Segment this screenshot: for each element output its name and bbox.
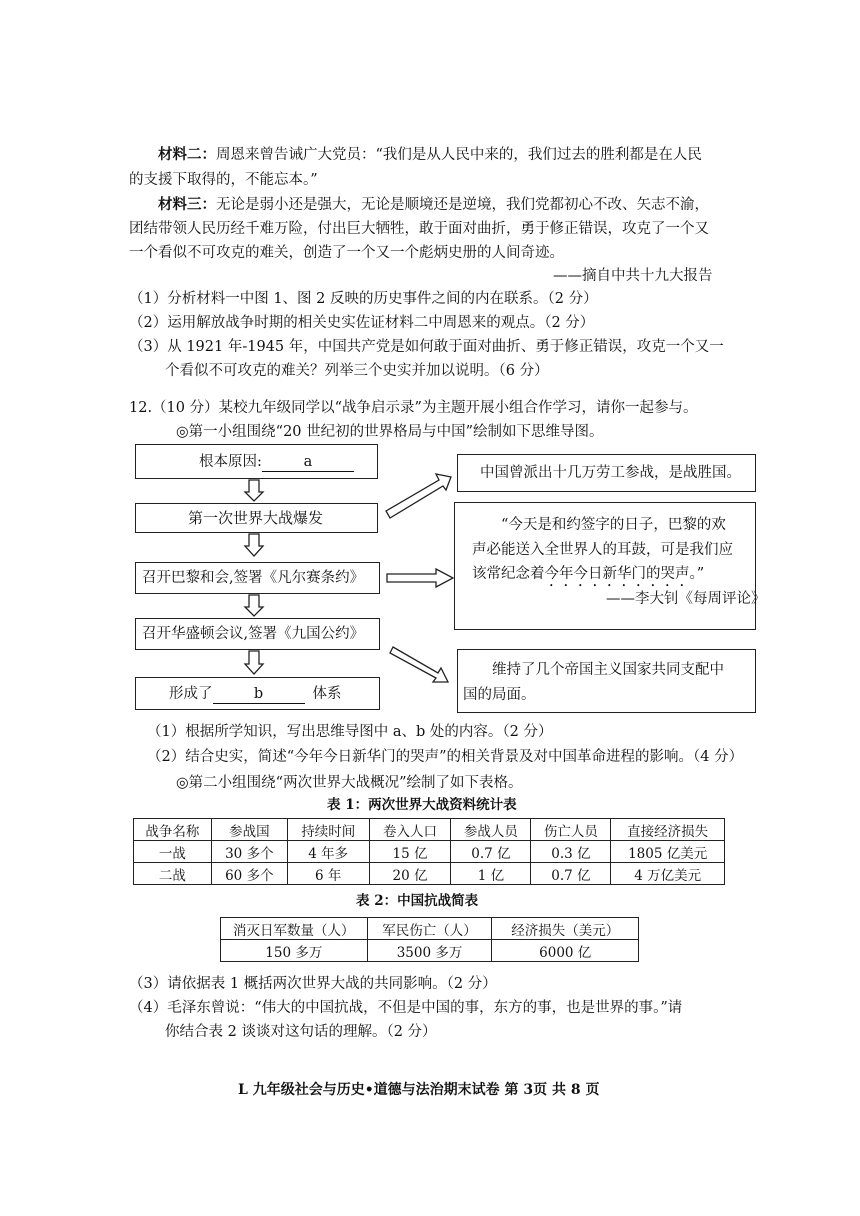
q12-group2: ◎第二小组围绕“两次世界大战概况”绘制了如下表格。 xyxy=(176,775,523,791)
mindmap-box-washington: 召开华盛顿会议,签署《九国公约》 xyxy=(135,618,380,650)
q12-group1: ◎第一小组围绕“20 世纪初的世界格局与中国”绘制如下思维导图。 xyxy=(176,424,604,440)
q11-sub2: （2）运用解放战争时期的相关史实佐证材料二中周恩来的观点。（2 分） xyxy=(129,315,595,331)
emphasized-phrase: 今年今日新华门的哭声 xyxy=(544,566,690,582)
table1-caption: 表 1：两次世界大战资料统计表 xyxy=(327,797,517,813)
mindmap-box-system: 形成了 b 体系 xyxy=(135,677,380,710)
down-arrow-4 xyxy=(245,651,263,674)
material3-label: 材料三： xyxy=(158,196,216,213)
table1-header-row: 战争名称 参战国 持续时间 卷入人口 参战人员 伤亡人员 直接经济损失 xyxy=(134,819,725,841)
material3-line2: 团结带领人民历经千难万险，付出巨大牺牲，敢于面对曲折，勇于修正错误，攻克了一个又 xyxy=(129,221,709,237)
blank-a: a xyxy=(262,453,354,472)
material3-line3: 一个看似不可攻克的难关，创造了一个又一个彪炳史册的人间奇迹。 xyxy=(129,245,564,261)
q12-sub3: （3）请依据表 1 概括两次世界大战的共同影响。（2 分） xyxy=(129,976,497,992)
table-row: 二战 60 多个 6 年 20 亿 1 亿 0.7 亿 4 万亿美元 xyxy=(134,863,725,885)
mindmap-box-ww1: 第一次世界大战爆发 xyxy=(135,503,378,533)
page-footer: L 九年级社会与历史•道德与法治期末试卷 第 3页 共 8 页 xyxy=(238,1082,600,1098)
q12-sub1: （1）根据所学知识，写出思维导图中 a、b 处的内容。（2 分） xyxy=(147,724,553,740)
table-row: 一战 30 多个 4 年多 15 亿 0.7 亿 0.3 亿 1805 亿美元 xyxy=(134,841,725,863)
material3-source: ——摘自中共十九大报告 xyxy=(553,268,713,284)
down-arrow-3 xyxy=(245,595,263,616)
arrow-down-right xyxy=(390,647,448,682)
arrow-right xyxy=(387,569,453,587)
mindmap-box-control: 维持了几个帝国主义国家共同支配中 国的局面。 xyxy=(457,649,756,713)
mindmap-box-paris: 召开巴黎和会,签署《凡尔赛条约》 xyxy=(135,562,380,594)
material2-line2: 的支援下取得的，不能忘本。” xyxy=(129,172,318,188)
blank-b: b xyxy=(213,685,305,704)
down-arrow-2 xyxy=(245,534,263,556)
arrow-up-right xyxy=(386,474,451,518)
down-arrow-1 xyxy=(245,480,263,501)
mindmap-box-quote: “今天是和约签字的日子，巴黎的欢 声必能送入全世界人的耳鼓，可是我们应 该常纪念着今年今日新华门的哭声。” ——李大钊《每周评论》 xyxy=(454,502,756,630)
q11-sub3-line1: （3）从 1921 年-1945 年，中国共产党是如何敢于面对曲折、勇于修正错误，攻克一个又一 xyxy=(129,339,724,355)
q11-sub3-line2: 个看似不可攻克的难关？列举三个史实并加以说明。（6 分） xyxy=(165,363,549,379)
material2-line1: 材料二：周恩来曾告诫广大党员：“我们是从人民中来的，我们过去的胜利都是在人民 xyxy=(158,146,702,163)
material2-label: 材料二： xyxy=(158,146,216,163)
q12-intro: 12.（10 分）某校九年级同学以“战争启示录”为主题开展小组合作学习，请你一起参与。 xyxy=(129,400,698,416)
material3-line1: 材料三：无论是弱小还是强大，无论是顺境还是逆境，我们党都初心不改、矢志不渝， xyxy=(158,196,709,213)
table2-header-row: 消灭日军数量（人） 军民伤亡（人） 经济损失（美元） xyxy=(221,918,639,940)
q12-sub2: （2）结合史实，简述“今年今日新华门的哭声”的相关背景及对中国革命进程的影响。（4 分） xyxy=(147,749,744,765)
mindmap-box-root-cause: 根本原因: a xyxy=(135,444,378,479)
table2 xyxy=(220,917,639,962)
table-row: 150 多万 3500 多万 6000 亿 xyxy=(221,940,639,962)
q12-sub4-line2: 你结合表 2 谈谈对这句话的理解。（2 分） xyxy=(165,1024,437,1040)
q11-sub1: （1）分析材料一中图 1、图 2 反映的历史事件之间的内在联系。（2 分） xyxy=(129,291,598,307)
q12-sub4-line1: （4）毛泽东曾说：“伟大的中国抗战，不但是中国的事，东方的事，也是世界的事。”请 xyxy=(129,1000,683,1016)
table2-caption: 表 2：中国抗战简表 xyxy=(356,893,479,909)
table1 xyxy=(133,818,725,885)
mindmap-box-laborers: 中国曾派出十几万劳工参战，是战胜国。 xyxy=(457,454,756,492)
